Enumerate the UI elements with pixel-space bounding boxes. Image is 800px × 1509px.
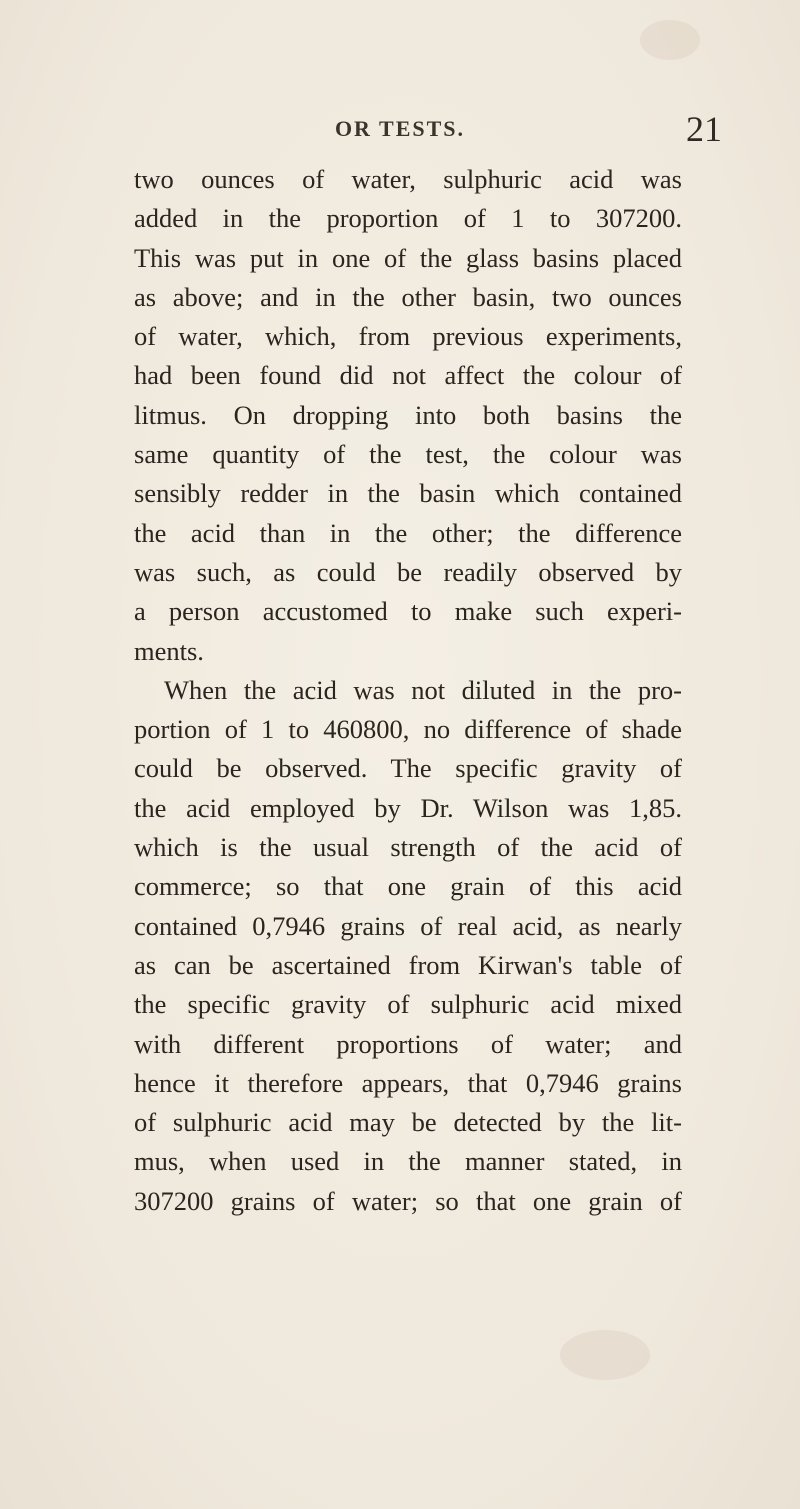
text-line: the acid employed by Dr. Wilson was 1,85. — [134, 792, 682, 823]
text-line: hence it therefore appears, that 0,7946 grains — [134, 1067, 682, 1098]
text-line: contained 0,7946 grains of real acid, as nearly — [134, 910, 682, 941]
text-line: a person accustomed to make such experi- — [134, 596, 682, 627]
text-line: mus, when used in the manner stated, in — [134, 1146, 682, 1177]
text-line: as above; and in the other basin, two ounces — [134, 281, 682, 312]
text-line: litmus. On dropping into both basins the — [134, 399, 682, 430]
text-line: could be observed. The specific gravity of — [134, 753, 682, 784]
text-line: the specific gravity of sulphuric acid mixed — [134, 989, 682, 1020]
running-head: OR TESTS. — [334, 116, 466, 141]
text-line: commerce; so that one grain of this acid — [134, 871, 682, 902]
paper-stain — [640, 20, 700, 60]
text-line: This was put in one of the glass basins placed — [134, 242, 682, 273]
page-number: 21 — [686, 109, 722, 149]
text-line: was such, as could be readily observed by — [134, 556, 682, 587]
text-line: of sulphuric acid may be detected by the lit- — [134, 1107, 682, 1138]
text-line: portion of 1 to 460800, no difference of shade — [134, 714, 682, 745]
text-line: two ounces of water, sulphuric acid was — [134, 164, 682, 194]
text-line: ments. — [134, 635, 204, 666]
text-line: of water, which, from previous experiments, — [134, 321, 682, 352]
text-line: 307200 grains of water; so that one grain of — [134, 1185, 682, 1216]
text-line: which is the usual strength of the acid of — [134, 832, 682, 863]
text-line: added in the proportion of 1 to 307200. — [134, 203, 682, 234]
page-header — [0, 109, 800, 156]
text-line: When the acid was not diluted in the pro- — [164, 674, 682, 705]
text-line: sensibly redder in the basin which contained — [134, 478, 682, 509]
text-line: had been found did not affect the colour of — [134, 360, 682, 391]
body-text — [134, 160, 682, 1221]
paper-stain — [560, 1330, 650, 1380]
text-line: with different proportions of water; and — [134, 1028, 682, 1059]
text-line: as can be ascertained from Kirwan's table of — [134, 949, 682, 980]
text-line: the acid than in the other; the difference — [134, 517, 682, 548]
text-line: same quantity of the test, the colour was — [134, 439, 682, 470]
